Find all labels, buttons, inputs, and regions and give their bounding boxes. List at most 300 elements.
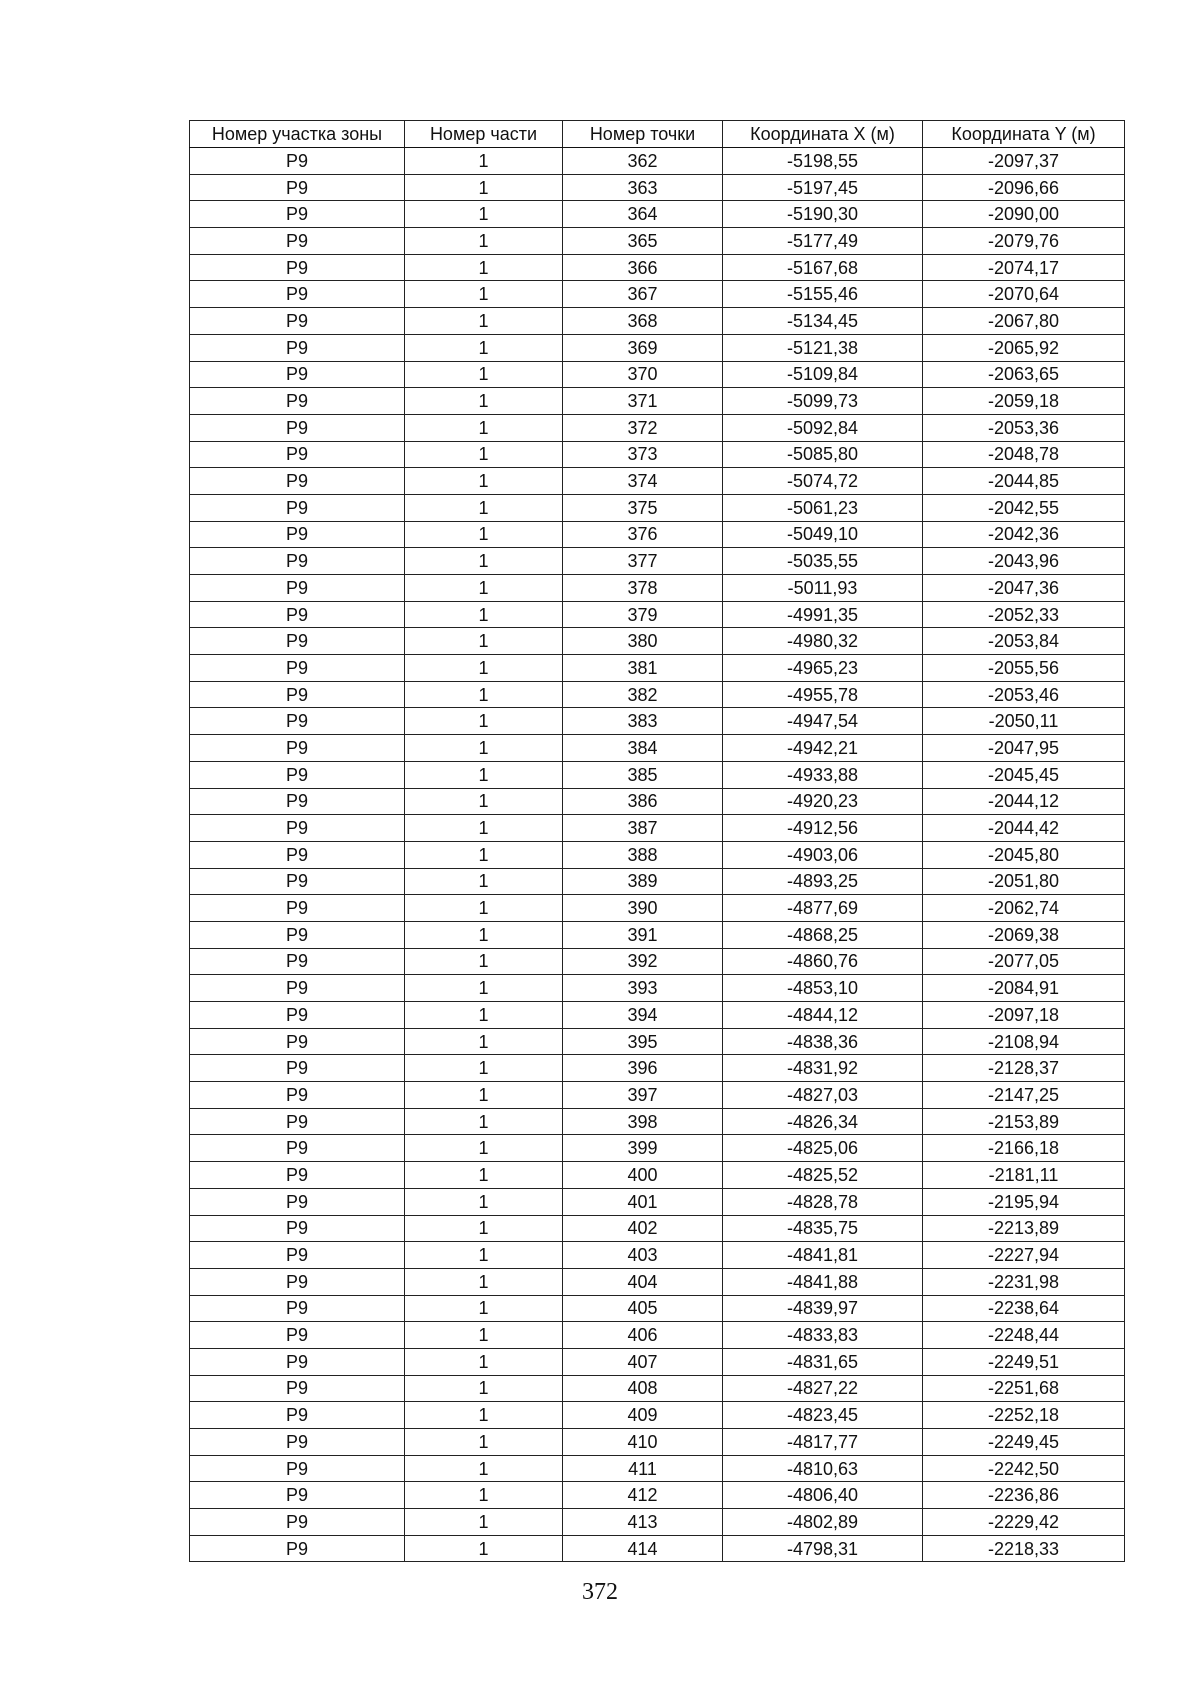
- y-coordinate-cell: -2195,94: [923, 1188, 1125, 1215]
- table-row: [190, 441, 1125, 468]
- x-coordinate-cell: -4893,25: [723, 868, 923, 895]
- part-number-cell: 1: [405, 1162, 563, 1189]
- point-number-cell: 362: [563, 148, 723, 175]
- part-number-cell: 1: [405, 1188, 563, 1215]
- zone-section-cell: Р9: [190, 815, 405, 842]
- x-coordinate-cell: -4798,31: [723, 1535, 923, 1562]
- x-coordinate-cell: -5198,55: [723, 148, 923, 175]
- part-number-cell: 1: [405, 254, 563, 281]
- point-number-cell: 399: [563, 1135, 723, 1162]
- part-number-cell: 1: [405, 735, 563, 762]
- x-coordinate-cell: -4991,35: [723, 601, 923, 628]
- point-number-cell: 400: [563, 1162, 723, 1189]
- y-coordinate-cell: -2077,05: [923, 948, 1125, 975]
- zone-section-cell: Р9: [190, 494, 405, 521]
- table-row: [190, 655, 1125, 682]
- table-row: [190, 1429, 1125, 1456]
- x-coordinate-cell: -5061,23: [723, 494, 923, 521]
- zone-section-cell: Р9: [190, 201, 405, 228]
- part-number-cell: 1: [405, 681, 563, 708]
- zone-section-cell: Р9: [190, 1455, 405, 1482]
- zone-section-cell: Р9: [190, 1028, 405, 1055]
- y-coordinate-cell: -2047,36: [923, 575, 1125, 602]
- zone-section-cell: Р9: [190, 1295, 405, 1322]
- point-number-cell: 406: [563, 1322, 723, 1349]
- part-number-cell: 1: [405, 948, 563, 975]
- y-coordinate-cell: -2181,11: [923, 1162, 1125, 1189]
- part-number-cell: 1: [405, 1509, 563, 1536]
- part-number-cell: 1: [405, 628, 563, 655]
- point-number-cell: 369: [563, 334, 723, 361]
- point-number-cell: 375: [563, 494, 723, 521]
- point-number-cell: 388: [563, 841, 723, 868]
- x-coordinate-header: Координата X (м): [723, 121, 923, 148]
- point-number-cell: 365: [563, 228, 723, 255]
- y-coordinate-cell: -2096,66: [923, 174, 1125, 201]
- point-number-cell: 404: [563, 1268, 723, 1295]
- x-coordinate-cell: -4833,83: [723, 1322, 923, 1349]
- x-coordinate-cell: -4844,12: [723, 1002, 923, 1029]
- point-number-cell: 387: [563, 815, 723, 842]
- point-number-cell: 379: [563, 601, 723, 628]
- x-coordinate-cell: -5011,93: [723, 575, 923, 602]
- y-coordinate-cell: -2042,36: [923, 521, 1125, 548]
- point-number-cell: 394: [563, 1002, 723, 1029]
- zone-section-cell: Р9: [190, 308, 405, 335]
- x-coordinate-cell: -4825,06: [723, 1135, 923, 1162]
- point-number-cell: 402: [563, 1215, 723, 1242]
- table-row: [190, 468, 1125, 495]
- table-row: [190, 1482, 1125, 1509]
- table-row: [190, 708, 1125, 735]
- part-number-cell: 1: [405, 841, 563, 868]
- point-number-cell: 381: [563, 655, 723, 682]
- x-coordinate-cell: -4831,92: [723, 1055, 923, 1082]
- part-number-header: Номер части: [405, 121, 563, 148]
- part-number-cell: 1: [405, 575, 563, 602]
- y-coordinate-cell: -2044,12: [923, 788, 1125, 815]
- part-number-cell: 1: [405, 1082, 563, 1109]
- y-coordinate-cell: -2218,33: [923, 1535, 1125, 1562]
- zone-section-cell: Р9: [190, 735, 405, 762]
- point-number-cell: 368: [563, 308, 723, 335]
- zone-section-cell: Р9: [190, 1082, 405, 1109]
- part-number-cell: 1: [405, 815, 563, 842]
- table-header: [190, 121, 1125, 148]
- part-number-cell: 1: [405, 601, 563, 628]
- y-coordinate-cell: -2047,95: [923, 735, 1125, 762]
- part-number-cell: 1: [405, 1028, 563, 1055]
- part-number-cell: 1: [405, 1455, 563, 1482]
- part-number-cell: 1: [405, 228, 563, 255]
- part-number-cell: 1: [405, 895, 563, 922]
- y-coordinate-cell: -2097,18: [923, 1002, 1125, 1029]
- point-number-cell: 408: [563, 1375, 723, 1402]
- zone-section-cell: Р9: [190, 521, 405, 548]
- part-number-cell: 1: [405, 1535, 563, 1562]
- zone-section-cell: Р9: [190, 548, 405, 575]
- zone-section-cell: Р9: [190, 1215, 405, 1242]
- point-number-cell: 370: [563, 361, 723, 388]
- table-row: [190, 254, 1125, 281]
- y-coordinate-cell: -2059,18: [923, 388, 1125, 415]
- zone-section-cell: Р9: [190, 1375, 405, 1402]
- point-number-cell: 392: [563, 948, 723, 975]
- point-number-cell: 414: [563, 1535, 723, 1562]
- x-coordinate-cell: -4831,65: [723, 1348, 923, 1375]
- zone-section-cell: Р9: [190, 148, 405, 175]
- x-coordinate-cell: -4825,52: [723, 1162, 923, 1189]
- part-number-cell: 1: [405, 388, 563, 415]
- point-number-cell: 389: [563, 868, 723, 895]
- table-row: [190, 1082, 1125, 1109]
- table-row: [190, 1135, 1125, 1162]
- table-row: [190, 975, 1125, 1002]
- part-number-cell: 1: [405, 148, 563, 175]
- part-number-cell: 1: [405, 1402, 563, 1429]
- y-coordinate-cell: -2236,86: [923, 1482, 1125, 1509]
- y-coordinate-cell: -2042,55: [923, 494, 1125, 521]
- point-number-cell: 393: [563, 975, 723, 1002]
- zone-section-cell: Р9: [190, 1162, 405, 1189]
- table-row: [190, 174, 1125, 201]
- point-number-cell: 395: [563, 1028, 723, 1055]
- x-coordinate-cell: -5099,73: [723, 388, 923, 415]
- x-coordinate-cell: -5155,46: [723, 281, 923, 308]
- x-coordinate-cell: -5190,30: [723, 201, 923, 228]
- y-coordinate-cell: -2153,89: [923, 1108, 1125, 1135]
- table-row: [190, 815, 1125, 842]
- table-row: [190, 841, 1125, 868]
- x-coordinate-cell: -4955,78: [723, 681, 923, 708]
- zone-section-cell: Р9: [190, 228, 405, 255]
- table-row: [190, 575, 1125, 602]
- zone-section-header: Номер участка зоны: [190, 121, 405, 148]
- y-coordinate-cell: -2045,80: [923, 841, 1125, 868]
- y-coordinate-cell: -2074,17: [923, 254, 1125, 281]
- x-coordinate-cell: -4912,56: [723, 815, 923, 842]
- part-number-cell: 1: [405, 548, 563, 575]
- table-row: [190, 308, 1125, 335]
- table-row: [190, 921, 1125, 948]
- y-coordinate-cell: -2229,42: [923, 1509, 1125, 1536]
- y-coordinate-cell: -2052,33: [923, 601, 1125, 628]
- x-coordinate-cell: -4903,06: [723, 841, 923, 868]
- y-coordinate-cell: -2108,94: [923, 1028, 1125, 1055]
- zone-section-cell: Р9: [190, 975, 405, 1002]
- zone-section-cell: Р9: [190, 1188, 405, 1215]
- y-coordinate-cell: -2044,85: [923, 468, 1125, 495]
- zone-section-cell: Р9: [190, 441, 405, 468]
- header-row: [190, 121, 1125, 148]
- y-coordinate-cell: -2063,65: [923, 361, 1125, 388]
- part-number-cell: 1: [405, 921, 563, 948]
- table-row: [190, 601, 1125, 628]
- y-coordinate-cell: -2249,51: [923, 1348, 1125, 1375]
- table-row: [190, 1348, 1125, 1375]
- part-number-cell: 1: [405, 1375, 563, 1402]
- table-row: [190, 1509, 1125, 1536]
- part-number-cell: 1: [405, 1322, 563, 1349]
- point-number-cell: 396: [563, 1055, 723, 1082]
- part-number-cell: 1: [405, 521, 563, 548]
- x-coordinate-cell: -5092,84: [723, 414, 923, 441]
- y-coordinate-cell: -2166,18: [923, 1135, 1125, 1162]
- table-row: [190, 1402, 1125, 1429]
- y-coordinate-cell: -2242,50: [923, 1455, 1125, 1482]
- zone-section-cell: Р9: [190, 681, 405, 708]
- x-coordinate-cell: -4860,76: [723, 948, 923, 975]
- y-coordinate-cell: -2051,80: [923, 868, 1125, 895]
- part-number-cell: 1: [405, 761, 563, 788]
- y-coordinate-cell: -2097,37: [923, 148, 1125, 175]
- zone-section-cell: Р9: [190, 1509, 405, 1536]
- zone-section-cell: Р9: [190, 1108, 405, 1135]
- part-number-cell: 1: [405, 655, 563, 682]
- part-number-cell: 1: [405, 1055, 563, 1082]
- part-number-cell: 1: [405, 201, 563, 228]
- x-coordinate-cell: -4838,36: [723, 1028, 923, 1055]
- x-coordinate-cell: -4835,75: [723, 1215, 923, 1242]
- x-coordinate-cell: -4841,81: [723, 1242, 923, 1269]
- point-number-cell: 413: [563, 1509, 723, 1536]
- y-coordinate-cell: -2044,42: [923, 815, 1125, 842]
- zone-section-cell: Р9: [190, 174, 405, 201]
- y-coordinate-cell: -2065,92: [923, 334, 1125, 361]
- zone-section-cell: Р9: [190, 655, 405, 682]
- zone-section-cell: Р9: [190, 708, 405, 735]
- y-coordinate-cell: -2069,38: [923, 921, 1125, 948]
- zone-section-cell: Р9: [190, 1429, 405, 1456]
- table-row: [190, 1108, 1125, 1135]
- zone-section-cell: Р9: [190, 921, 405, 948]
- part-number-cell: 1: [405, 1429, 563, 1456]
- zone-section-cell: Р9: [190, 761, 405, 788]
- x-coordinate-cell: -4826,34: [723, 1108, 923, 1135]
- x-coordinate-cell: -4933,88: [723, 761, 923, 788]
- table-row: [190, 948, 1125, 975]
- table-row: [190, 414, 1125, 441]
- x-coordinate-cell: -4980,32: [723, 628, 923, 655]
- y-coordinate-cell: -2053,36: [923, 414, 1125, 441]
- table-row: [190, 1028, 1125, 1055]
- part-number-cell: 1: [405, 1295, 563, 1322]
- x-coordinate-cell: -4827,03: [723, 1082, 923, 1109]
- x-coordinate-cell: -4827,22: [723, 1375, 923, 1402]
- part-number-cell: 1: [405, 1002, 563, 1029]
- y-coordinate-cell: -2050,11: [923, 708, 1125, 735]
- point-number-cell: 373: [563, 441, 723, 468]
- zone-section-cell: Р9: [190, 895, 405, 922]
- y-coordinate-cell: -2053,84: [923, 628, 1125, 655]
- table-row: [190, 868, 1125, 895]
- part-number-cell: 1: [405, 1242, 563, 1269]
- x-coordinate-cell: -4947,54: [723, 708, 923, 735]
- point-number-cell: 391: [563, 921, 723, 948]
- x-coordinate-cell: -4942,21: [723, 735, 923, 762]
- point-number-cell: 383: [563, 708, 723, 735]
- y-coordinate-cell: -2084,91: [923, 975, 1125, 1002]
- y-coordinate-cell: -2053,46: [923, 681, 1125, 708]
- x-coordinate-cell: -4806,40: [723, 1482, 923, 1509]
- part-number-cell: 1: [405, 494, 563, 521]
- part-number-cell: 1: [405, 1482, 563, 1509]
- y-coordinate-cell: -2238,64: [923, 1295, 1125, 1322]
- point-number-cell: 403: [563, 1242, 723, 1269]
- part-number-cell: 1: [405, 1215, 563, 1242]
- table-row: [190, 494, 1125, 521]
- zone-section-cell: Р9: [190, 1322, 405, 1349]
- y-coordinate-cell: -2213,89: [923, 1215, 1125, 1242]
- point-number-cell: 378: [563, 575, 723, 602]
- point-number-cell: 364: [563, 201, 723, 228]
- point-number-cell: 377: [563, 548, 723, 575]
- x-coordinate-cell: -5035,55: [723, 548, 923, 575]
- zone-section-cell: Р9: [190, 628, 405, 655]
- x-coordinate-cell: -5134,45: [723, 308, 923, 335]
- table-row: [190, 1242, 1125, 1269]
- part-number-cell: 1: [405, 788, 563, 815]
- y-coordinate-cell: -2090,00: [923, 201, 1125, 228]
- part-number-cell: 1: [405, 414, 563, 441]
- point-number-cell: 366: [563, 254, 723, 281]
- zone-section-cell: Р9: [190, 1135, 405, 1162]
- point-number-cell: 405: [563, 1295, 723, 1322]
- y-coordinate-cell: -2062,74: [923, 895, 1125, 922]
- table-row: [190, 895, 1125, 922]
- table-row: [190, 628, 1125, 655]
- y-coordinate-cell: -2251,68: [923, 1375, 1125, 1402]
- part-number-cell: 1: [405, 975, 563, 1002]
- part-number-cell: 1: [405, 1348, 563, 1375]
- x-coordinate-cell: -4828,78: [723, 1188, 923, 1215]
- point-number-cell: 363: [563, 174, 723, 201]
- table-row: [190, 1002, 1125, 1029]
- part-number-cell: 1: [405, 334, 563, 361]
- y-coordinate-cell: -2048,78: [923, 441, 1125, 468]
- table-row: [190, 1055, 1125, 1082]
- point-number-cell: 371: [563, 388, 723, 415]
- x-coordinate-cell: -5049,10: [723, 521, 923, 548]
- point-number-cell: 372: [563, 414, 723, 441]
- table-row: [190, 1375, 1125, 1402]
- point-number-cell: 397: [563, 1082, 723, 1109]
- table-body: [190, 148, 1125, 1562]
- page-number: 372: [582, 1579, 618, 1605]
- y-coordinate-cell: -2248,44: [923, 1322, 1125, 1349]
- zone-section-cell: Р9: [190, 1268, 405, 1295]
- table-row: [190, 1215, 1125, 1242]
- point-number-cell: 386: [563, 788, 723, 815]
- table-row: [190, 228, 1125, 255]
- y-coordinate-cell: -2045,45: [923, 761, 1125, 788]
- table-row: [190, 1455, 1125, 1482]
- zone-section-cell: Р9: [190, 1002, 405, 1029]
- y-coordinate-cell: -2147,25: [923, 1082, 1125, 1109]
- zone-section-cell: Р9: [190, 468, 405, 495]
- zone-section-cell: Р9: [190, 281, 405, 308]
- part-number-cell: 1: [405, 468, 563, 495]
- table-row: [190, 788, 1125, 815]
- point-number-cell: 382: [563, 681, 723, 708]
- part-number-cell: 1: [405, 308, 563, 335]
- table-row: [190, 334, 1125, 361]
- zone-section-cell: Р9: [190, 254, 405, 281]
- zone-section-cell: Р9: [190, 414, 405, 441]
- y-coordinate-cell: -2249,45: [923, 1429, 1125, 1456]
- point-number-cell: 376: [563, 521, 723, 548]
- y-coordinate-cell: -2055,56: [923, 655, 1125, 682]
- x-coordinate-cell: -4965,23: [723, 655, 923, 682]
- zone-section-cell: Р9: [190, 601, 405, 628]
- x-coordinate-cell: -4823,45: [723, 1402, 923, 1429]
- x-coordinate-cell: -4841,88: [723, 1268, 923, 1295]
- zone-section-cell: Р9: [190, 334, 405, 361]
- table-row: [190, 521, 1125, 548]
- point-number-cell: 407: [563, 1348, 723, 1375]
- zone-section-cell: Р9: [190, 788, 405, 815]
- table-row: [190, 388, 1125, 415]
- x-coordinate-cell: -5177,49: [723, 228, 923, 255]
- zone-section-cell: Р9: [190, 1242, 405, 1269]
- x-coordinate-cell: -4802,89: [723, 1509, 923, 1536]
- x-coordinate-cell: -5121,38: [723, 334, 923, 361]
- zone-section-cell: Р9: [190, 841, 405, 868]
- y-coordinate-cell: -2043,96: [923, 548, 1125, 575]
- part-number-cell: 1: [405, 174, 563, 201]
- y-coordinate-cell: -2067,80: [923, 308, 1125, 335]
- table-row: [190, 201, 1125, 228]
- y-coordinate-header: Координата Y (м): [923, 121, 1125, 148]
- zone-section-cell: Р9: [190, 575, 405, 602]
- x-coordinate-cell: -4839,97: [723, 1295, 923, 1322]
- point-number-cell: 380: [563, 628, 723, 655]
- y-coordinate-cell: -2128,37: [923, 1055, 1125, 1082]
- zone-section-cell: Р9: [190, 1482, 405, 1509]
- table-row: [190, 1535, 1125, 1562]
- table-row: [190, 761, 1125, 788]
- zone-section-cell: Р9: [190, 1055, 405, 1082]
- table-row: [190, 735, 1125, 762]
- point-number-cell: 398: [563, 1108, 723, 1135]
- table-row: [190, 548, 1125, 575]
- table-row: [190, 1295, 1125, 1322]
- x-coordinate-cell: -5167,68: [723, 254, 923, 281]
- zone-section-cell: Р9: [190, 361, 405, 388]
- coordinates-table: [189, 120, 1125, 1562]
- table-row: [190, 281, 1125, 308]
- zone-section-cell: Р9: [190, 868, 405, 895]
- x-coordinate-cell: -4853,10: [723, 975, 923, 1002]
- y-coordinate-cell: -2252,18: [923, 1402, 1125, 1429]
- part-number-cell: 1: [405, 1135, 563, 1162]
- y-coordinate-cell: -2231,98: [923, 1268, 1125, 1295]
- x-coordinate-cell: -5085,80: [723, 441, 923, 468]
- part-number-cell: 1: [405, 708, 563, 735]
- x-coordinate-cell: -4877,69: [723, 895, 923, 922]
- x-coordinate-cell: -5197,45: [723, 174, 923, 201]
- table-row: [190, 1162, 1125, 1189]
- point-number-cell: 390: [563, 895, 723, 922]
- x-coordinate-cell: -5109,84: [723, 361, 923, 388]
- point-number-cell: 410: [563, 1429, 723, 1456]
- part-number-cell: 1: [405, 1108, 563, 1135]
- zone-section-cell: Р9: [190, 1535, 405, 1562]
- y-coordinate-cell: -2227,94: [923, 1242, 1125, 1269]
- part-number-cell: 1: [405, 281, 563, 308]
- y-coordinate-cell: -2070,64: [923, 281, 1125, 308]
- point-number-cell: 401: [563, 1188, 723, 1215]
